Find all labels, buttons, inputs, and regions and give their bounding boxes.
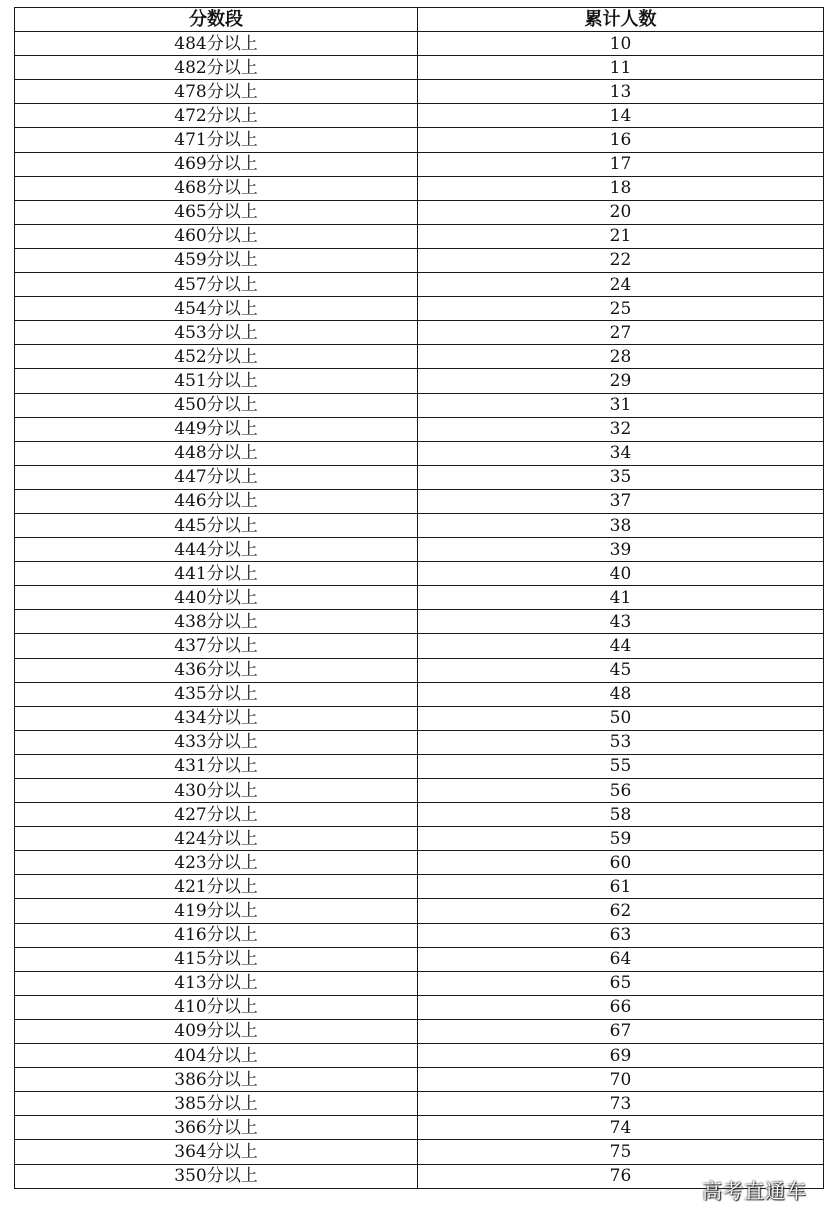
score-range-cell: 460分以上 xyxy=(15,224,418,248)
table-header-row xyxy=(15,8,824,32)
cumulative-count-cell: 31 xyxy=(418,393,824,417)
table-row xyxy=(15,562,824,586)
table-row xyxy=(15,754,824,778)
cumulative-count-cell: 63 xyxy=(418,923,824,947)
table-row xyxy=(15,610,824,634)
table-row xyxy=(15,923,824,947)
cumulative-count-cell: 20 xyxy=(418,200,824,224)
table-row xyxy=(15,369,824,393)
cumulative-count-cell: 32 xyxy=(418,417,824,441)
score-distribution-table xyxy=(14,7,824,1189)
score-range-cell: 453分以上 xyxy=(15,321,418,345)
score-range-cell: 409分以上 xyxy=(15,1019,418,1043)
score-range-cell: 423分以上 xyxy=(15,851,418,875)
score-range-cell: 452分以上 xyxy=(15,345,418,369)
table-row xyxy=(15,947,824,971)
table-row xyxy=(15,779,824,803)
table-row xyxy=(15,297,824,321)
score-range-cell: 366分以上 xyxy=(15,1116,418,1140)
score-range-cell: 482分以上 xyxy=(15,56,418,80)
cumulative-count-cell: 24 xyxy=(418,273,824,297)
cumulative-count-cell: 44 xyxy=(418,634,824,658)
score-range-cell: 457分以上 xyxy=(15,273,418,297)
cumulative-count-cell: 16 xyxy=(418,128,824,152)
cumulative-count-cell: 40 xyxy=(418,562,824,586)
score-range-cell: 415分以上 xyxy=(15,947,418,971)
table-row xyxy=(15,682,824,706)
table-row xyxy=(15,80,824,104)
score-range-cell: 419分以上 xyxy=(15,899,418,923)
cumulative-count-cell: 69 xyxy=(418,1044,824,1068)
table-row xyxy=(15,899,824,923)
cumulative-count-cell: 38 xyxy=(418,513,824,537)
cumulative-count-cell: 66 xyxy=(418,995,824,1019)
score-range-cell: 364分以上 xyxy=(15,1140,418,1164)
cumulative-count-cell: 14 xyxy=(418,104,824,128)
cumulative-count-cell: 29 xyxy=(418,369,824,393)
score-range-cell: 450分以上 xyxy=(15,393,418,417)
table-row xyxy=(15,706,824,730)
score-range-cell: 472分以上 xyxy=(15,104,418,128)
score-range-cell: 444分以上 xyxy=(15,538,418,562)
score-range-cell: 435分以上 xyxy=(15,682,418,706)
table-row xyxy=(15,513,824,537)
score-range-cell: 441分以上 xyxy=(15,562,418,586)
score-range-cell: 446分以上 xyxy=(15,489,418,513)
score-range-cell: 424分以上 xyxy=(15,827,418,851)
score-range-cell: 434分以上 xyxy=(15,706,418,730)
score-range-cell: 469分以上 xyxy=(15,152,418,176)
cumulative-count-header: 累计人数 xyxy=(418,8,824,32)
score-range-cell: 438分以上 xyxy=(15,610,418,634)
cumulative-count-cell: 17 xyxy=(418,152,824,176)
cumulative-count-cell: 65 xyxy=(418,971,824,995)
cumulative-count-cell: 58 xyxy=(418,803,824,827)
cumulative-count-cell: 59 xyxy=(418,827,824,851)
cumulative-count-cell: 53 xyxy=(418,730,824,754)
cumulative-count-cell: 28 xyxy=(418,345,824,369)
table-row xyxy=(15,634,824,658)
table-row xyxy=(15,441,824,465)
table-row xyxy=(15,489,824,513)
table-row xyxy=(15,224,824,248)
score-range-cell: 416分以上 xyxy=(15,923,418,947)
table-row xyxy=(15,730,824,754)
table-row xyxy=(15,803,824,827)
cumulative-count-cell: 74 xyxy=(418,1116,824,1140)
table-row xyxy=(15,248,824,272)
score-range-cell: 449分以上 xyxy=(15,417,418,441)
score-range-cell: 454分以上 xyxy=(15,297,418,321)
cumulative-count-cell: 27 xyxy=(418,321,824,345)
table-row xyxy=(15,1116,824,1140)
score-range-cell: 451分以上 xyxy=(15,369,418,393)
cumulative-count-cell: 22 xyxy=(418,248,824,272)
score-range-cell: 427分以上 xyxy=(15,803,418,827)
score-range-cell: 404分以上 xyxy=(15,1044,418,1068)
score-range-cell: 465分以上 xyxy=(15,200,418,224)
table-row xyxy=(15,128,824,152)
cumulative-count-cell: 64 xyxy=(418,947,824,971)
cumulative-count-cell: 76 xyxy=(418,1164,824,1188)
score-range-header: 分数段 xyxy=(15,8,418,32)
cumulative-count-cell: 75 xyxy=(418,1140,824,1164)
cumulative-count-cell: 73 xyxy=(418,1092,824,1116)
score-range-cell: 433分以上 xyxy=(15,730,418,754)
cumulative-count-cell: 48 xyxy=(418,682,824,706)
score-range-cell: 431分以上 xyxy=(15,754,418,778)
cumulative-count-cell: 55 xyxy=(418,754,824,778)
score-range-cell: 445分以上 xyxy=(15,513,418,537)
table-row xyxy=(15,1068,824,1092)
table-row xyxy=(15,321,824,345)
score-range-cell: 437分以上 xyxy=(15,634,418,658)
score-range-cell: 468分以上 xyxy=(15,176,418,200)
score-range-cell: 386分以上 xyxy=(15,1068,418,1092)
table-row xyxy=(15,152,824,176)
score-range-cell: 410分以上 xyxy=(15,995,418,1019)
cumulative-count-cell: 56 xyxy=(418,779,824,803)
table-row xyxy=(15,393,824,417)
table-row xyxy=(15,104,824,128)
cumulative-count-cell: 45 xyxy=(418,658,824,682)
cumulative-count-cell: 10 xyxy=(418,32,824,56)
cumulative-count-cell: 18 xyxy=(418,176,824,200)
cumulative-count-cell: 41 xyxy=(418,586,824,610)
cumulative-count-cell: 25 xyxy=(418,297,824,321)
score-range-cell: 484分以上 xyxy=(15,32,418,56)
cumulative-count-cell: 11 xyxy=(418,56,824,80)
score-range-cell: 436分以上 xyxy=(15,658,418,682)
score-range-cell: 413分以上 xyxy=(15,971,418,995)
table-row xyxy=(15,851,824,875)
score-range-cell: 447分以上 xyxy=(15,465,418,489)
watermark-logo-text: 高考直通车 xyxy=(702,1179,807,1203)
table-row xyxy=(15,1092,824,1116)
table-row xyxy=(15,1019,824,1043)
cumulative-count-cell: 50 xyxy=(418,706,824,730)
cumulative-count-cell: 35 xyxy=(418,465,824,489)
cumulative-count-cell: 62 xyxy=(418,899,824,923)
table-row xyxy=(15,827,824,851)
cumulative-count-cell: 60 xyxy=(418,851,824,875)
cumulative-count-cell: 67 xyxy=(418,1019,824,1043)
score-range-cell: 478分以上 xyxy=(15,80,418,104)
table-row xyxy=(15,995,824,1019)
table-row xyxy=(15,273,824,297)
score-range-cell: 385分以上 xyxy=(15,1092,418,1116)
table-row xyxy=(15,200,824,224)
table-row xyxy=(15,1044,824,1068)
cumulative-count-cell: 61 xyxy=(418,875,824,899)
table-row xyxy=(15,1140,824,1164)
cumulative-count-cell: 37 xyxy=(418,489,824,513)
table-body xyxy=(15,32,824,1189)
cumulative-count-cell: 34 xyxy=(418,441,824,465)
score-range-cell: 440分以上 xyxy=(15,586,418,610)
table-row xyxy=(15,971,824,995)
score-range-cell: 459分以上 xyxy=(15,248,418,272)
table-row xyxy=(15,417,824,441)
cumulative-count-cell: 70 xyxy=(418,1068,824,1092)
score-range-cell: 448分以上 xyxy=(15,441,418,465)
score-range-cell: 471分以上 xyxy=(15,128,418,152)
table-row xyxy=(15,345,824,369)
score-range-cell: 421分以上 xyxy=(15,875,418,899)
table-row xyxy=(15,56,824,80)
table-row xyxy=(15,176,824,200)
score-range-cell: 430分以上 xyxy=(15,779,418,803)
cumulative-count-cell: 39 xyxy=(418,538,824,562)
cumulative-count-cell: 13 xyxy=(418,80,824,104)
table-row xyxy=(15,538,824,562)
table-row xyxy=(15,32,824,56)
table-row xyxy=(15,658,824,682)
score-range-cell: 350分以上 xyxy=(15,1164,418,1188)
table-row xyxy=(15,586,824,610)
table-row xyxy=(15,465,824,489)
cumulative-count-cell: 43 xyxy=(418,610,824,634)
cumulative-count-cell: 21 xyxy=(418,224,824,248)
table-row xyxy=(15,875,824,899)
